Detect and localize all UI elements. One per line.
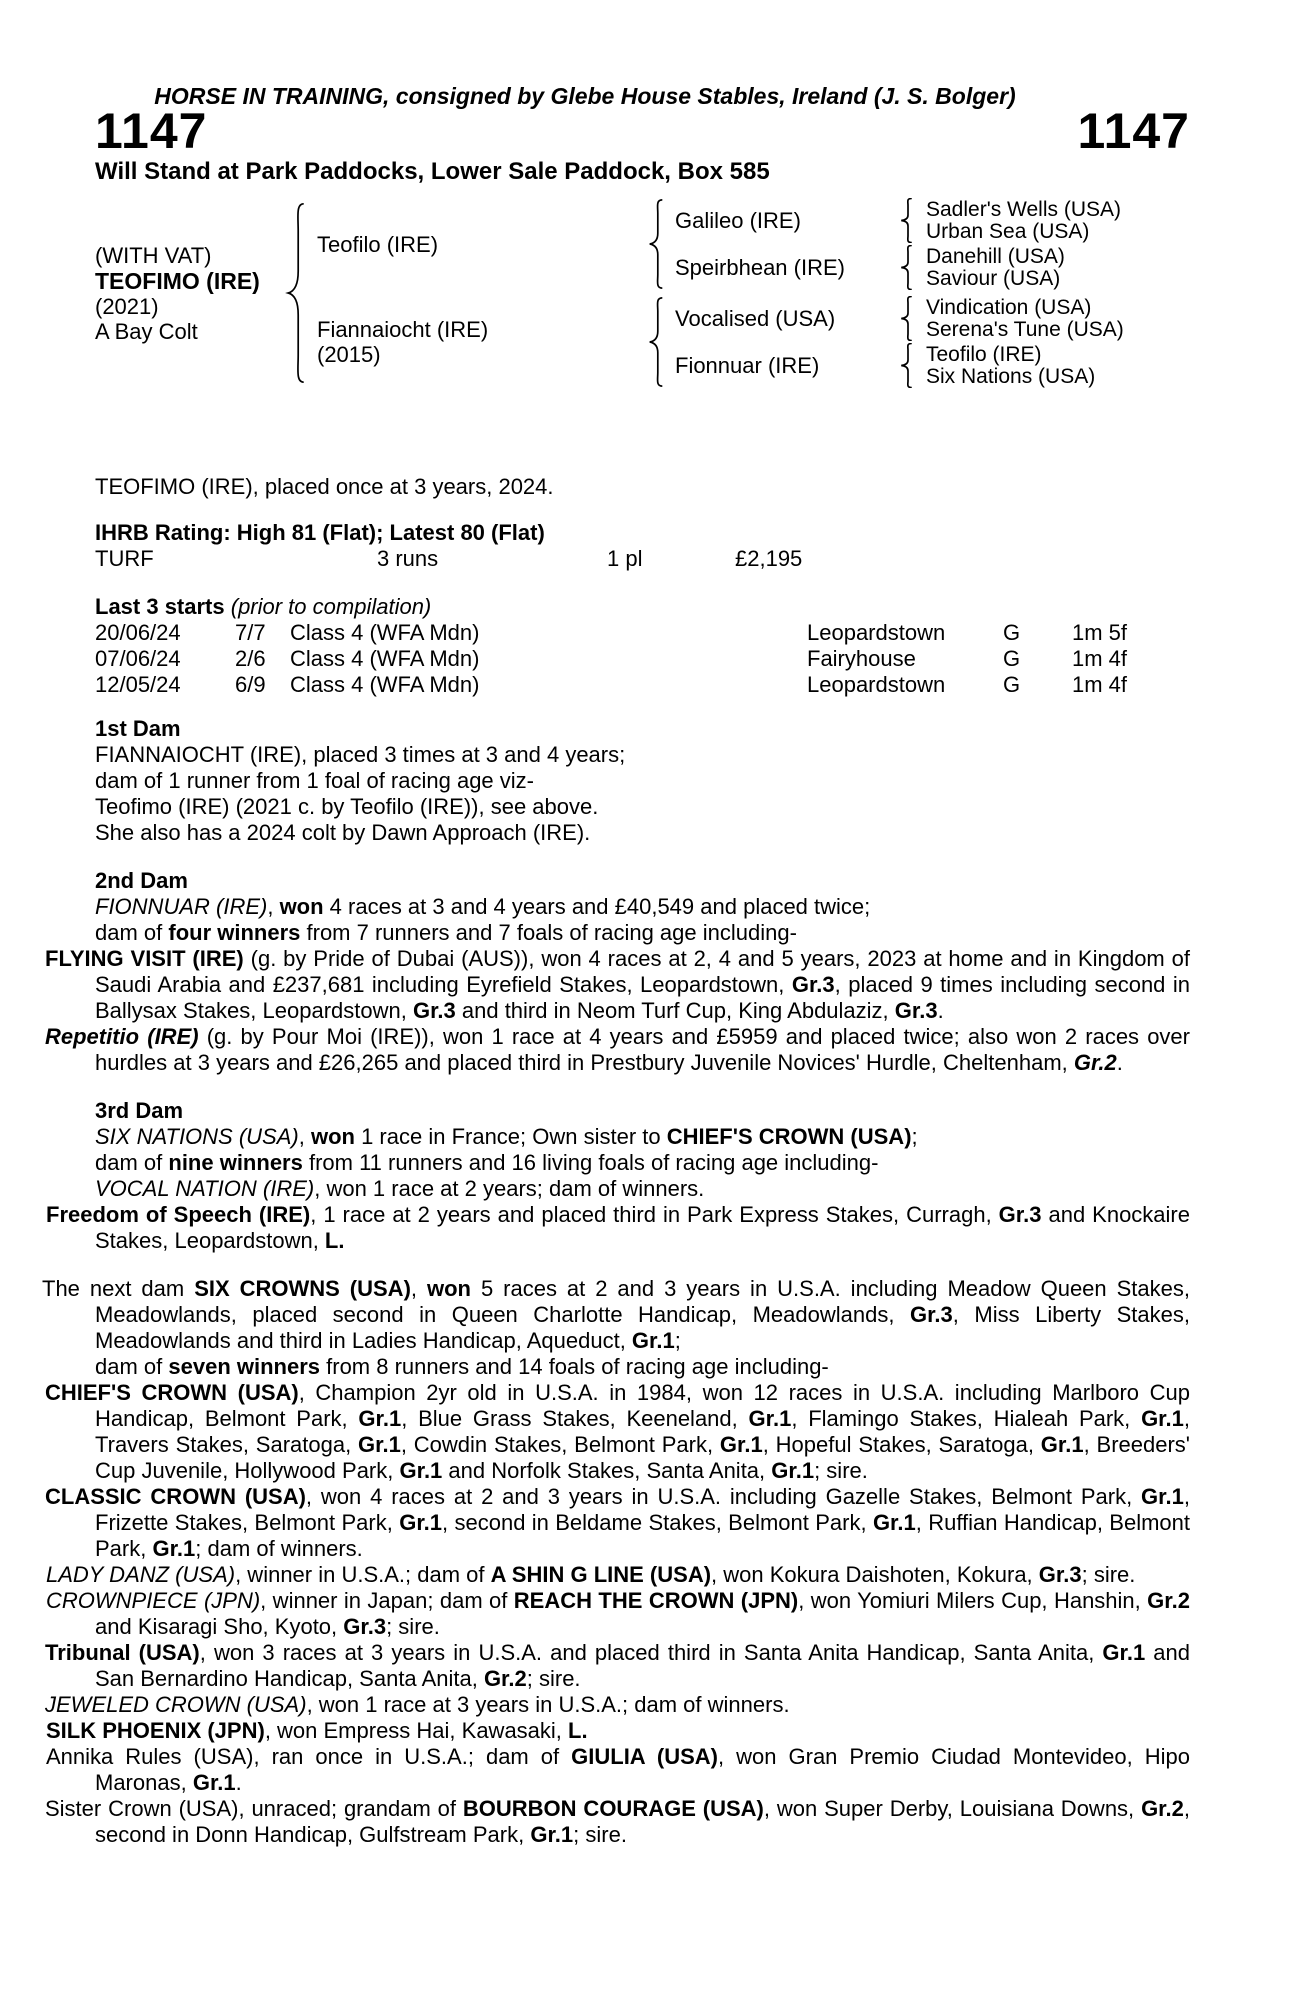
paragraph: FIANNAIOCHT (IRE), placed 3 times at 3 and 4 years; [95,742,626,767]
paragraph: dam of four winners from 7 runners and 7 foals of racing age including- [95,920,797,945]
start-position: 6/9 [235,672,266,697]
granddam-group [665,245,1121,290]
paragraph: dam of 1 runner from 1 foal of racing age viz- [95,768,534,793]
second-dam-section [45,868,1190,1076]
pedigree-parents-column [307,198,1124,388]
lot-number-row [95,103,1190,159]
lot-number-left: 1147 [95,103,208,159]
paragraph: FLYING VISIT (IRE) (g. by Pride of Dubai (AUS)), won 4 races at 2, 4 and 5 years, 2023 at home and in Kingdom of Saudi Arabia and £237,681 including Eyrefield Stakes, Leopardstown, Gr.3, placed 9 times including second in Ballysax Stakes, Leopardstown, Gr.3 and third in Neom Turf Cup, King Abdulaziz, Gr.3. [45,946,1190,1023]
great-grandparent-name: Teofilo (IRE) [926,342,1042,366]
rating-block [95,520,1190,572]
grandparent-brace [899,343,914,388]
paragraph: Sister Crown (USA), unraced; grandam of BOURBON COURAGE (USA), won Super Derby, Louisiana Downs, Gr.2, second in Donn Handicap, Gulfstream Park, Gr.1; sire. [45,1796,1190,1847]
first-dam-heading: 1st Dam [95,716,181,741]
turf-record-row [95,546,1190,572]
horse-year: (2021) [95,293,159,319]
start-race: Class 4 (WFA Mdn) [290,646,480,671]
next-dam-section [42,1276,1191,1848]
paragraph: Freedom of Speech (IRE), 1 race at 2 years and placed third in Park Express Stakes, Curragh, Gr.3 and Knockaire Stakes, Leopardstown, L. [46,1202,1190,1253]
paragraph: JEWELED CROWN (USA), won 1 race at 3 years in U.S.A.; dam of winners. [45,1692,790,1717]
paragraph: FIONNUAR (IRE), won 4 races at 3 and 4 years and £40,549 and placed twice; [95,894,871,919]
start-row [95,672,1190,698]
start-course: Leopardstown [807,620,946,645]
paragraph: CLASSIC CROWN (USA), won 4 races at 2 and 3 years in U.S.A. including Gazelle Stakes, Belmont Park, Gr.1, Frizette Stakes, Belmont Park, Gr.1, second in Beldame Stakes, Belmont Park, Gr.1, Ruffian Handicap, Belmont Park, Gr.1; dam of winners. [45,1484,1191,1561]
dam-brace [647,297,665,387]
pedigree-table [95,198,1190,388]
start-row [95,646,1190,672]
grandparent-name: Fionnuar (IRE) [675,352,820,378]
last-starts-heading [95,594,1190,620]
paragraph: SILK PHOENIX (JPN), won Empress Hai, Kawasaki, L. [46,1718,588,1743]
runs-count: 3 runs [377,546,439,571]
last-starts-title: Last 3 starts [95,594,225,619]
great-grandparent-name: Six Nations (USA) [926,364,1096,388]
start-date: 20/06/24 [95,620,181,645]
great-grandparent-name: Serena's Tune (USA) [926,317,1124,341]
surface-label: TURF [95,546,154,571]
dam-grandparents-column [665,296,1124,388]
paragraph: SIX NATIONS (USA), won 1 race in France; Own sister to CHIEF'S CROWN (USA); [95,1124,918,1149]
start-date: 12/05/24 [95,672,181,697]
lot-number-right: 1147 [1077,103,1190,159]
great-grandparent-name: Saviour (USA) [926,266,1061,290]
placed-count: 1 pl [607,546,643,571]
dam-year: (2015) [317,342,381,367]
sire-brace [647,199,665,289]
paragraph: dam of nine winners from 11 runners and 16 living foals of racing age including- [95,1150,879,1175]
great-grandparent-name: Danehill (USA) [926,244,1065,268]
start-course: Fairyhouse [807,646,916,671]
paragraph: LADY DANZ (USA), winner in U.S.A.; dam of A SHIN G LINE (USA), won Kokura Daishoten, Kokura, Gr.3; sire. [46,1562,1136,1587]
dam-name: Fiannaiocht (IRE) [317,317,489,342]
paragraph: dam of seven winners from 8 runners and 14 foals of racing age including- [95,1354,829,1379]
start-distance: 1m 4f [1072,672,1128,697]
first-dam-section [95,716,1190,846]
horse-name: TEOFIMO (IRE) [95,267,260,294]
great-grandparents [914,199,1121,243]
start-race: Class 4 (WFA Mdn) [290,620,480,645]
last-starts-subtitle: (prior to compilation) [224,594,432,619]
great-grandparent-name: Sadler's Wells (USA) [926,197,1121,221]
granddam-group [665,343,1124,388]
last-starts-section [95,594,1190,698]
pedigree-horse-info [95,243,285,344]
start-row [95,620,1190,646]
grandparent-brace [899,296,914,341]
grandparent-brace [899,198,914,243]
start-course: Leopardstown [807,672,946,697]
horse-description: A Bay Colt [95,318,198,344]
start-going: G [1003,620,1021,645]
paragraph: Repetitio (IRE) (g. by Pour Moi (IRE)), won 1 race at 4 years and £5959 and placed twice; also won 2 races over hurdles at 3 years and £26,265 and placed third in Prestbury Juvenile Novices' Hurdle, Cheltenham, Gr.2. [45,1024,1190,1075]
rating-line: IHRB Rating: High 81 (Flat); Latest 80 (Flat) [95,520,545,545]
paragraph: The next dam SIX CROWNS (USA), won 5 races at 2 and 3 years in U.S.A. including Meadow Queen Stakes, Meadowlands, placed second in Queen Charlotte Handicap, Meadowlands, Gr.3, Miss Liberty Stakes, Meadowlands and third in Ladies Handicap, Aqueduct, Gr.1; [42,1276,1190,1353]
great-grandparents [914,344,1095,388]
start-distance: 1m 4f [1072,646,1128,671]
great-grandparents [914,246,1065,290]
paragraph: She also has a 2024 colt by Dawn Approach (IRE). [95,820,591,845]
vat-note: (WITH VAT) [95,242,212,268]
start-date: 07/06/24 [95,646,181,671]
dam-name-cell [307,317,647,367]
sire-grandparents-column [665,198,1121,290]
start-going: G [1003,672,1021,697]
paragraph: Teofimo (IRE) (2021 c. by Teofilo (IRE)), see above. [95,794,599,819]
paragraph: Annika Rules (USA), ran once in U.S.A.; dam of GIULIA (USA), won Gran Premio Ciudad Montevideo, Hipo Maronas, Gr.1. [46,1744,1190,1795]
paragraph: CROWNPIECE (JPN), winner in Japan; dam of REACH THE CROWN (JPN), won Yomiuri Milers Cup, Hanshin, Gr.2 and Kisaragi Sho, Kyoto, Gr.3; sire. [46,1588,1190,1639]
third-dam-section [46,1098,1190,1254]
pedigree-sire-group [307,198,1124,290]
great-grandparent-name: Vindication (USA) [926,295,1092,319]
paragraph: Tribunal (USA), won 3 races at 3 years in U.S.A. and placed third in Santa Anita Handicap, Santa Anita, Gr.1 and San Bernardino Handicap, Santa Anita, Gr.2; sire. [45,1640,1191,1691]
pedigree-root-brace [285,202,307,384]
grandparent-name: Speirbhean (IRE) [675,254,845,280]
great-grandparents [914,297,1124,341]
pedigree-dam-group [307,296,1124,388]
sire-name-cell [307,232,647,257]
paragraph: VOCAL NATION (IRE), won 1 race at 2 years; dam of winners. [95,1176,705,1201]
start-distance: 1m 5f [1072,620,1128,645]
second-dam-heading: 2nd Dam [95,868,188,893]
consignment-line: HORSE IN TRAINING, consigned by Glebe House Stables, Ireland (J. S. Bolger) [154,83,1016,109]
sire-name: Teofilo (IRE) [317,231,439,257]
grandsire-group [665,296,1124,341]
paragraph: CHIEF'S CROWN (USA), Champion 2yr old in U.S.A. in 1984, won 12 races in U.S.A. including Marlboro Cup Handicap, Belmont Park, Gr.1, Blue Grass Stakes, Keeneland, Gr.1, Flamingo Stakes, Hialeah Park, Gr.1, Travers Stakes, Saratoga, Gr.1, Cowdin Stakes, Belmont Park, Gr.1, Hopeful Stakes, Saratoga, Gr.1, Breeders' Cup Juvenile, Hollywood Park, Gr.1 and Norfolk Stakes, Santa Anita, Gr.1; sire. [45,1380,1190,1483]
earnings-value: £2,195 [735,546,803,571]
start-position: 7/7 [235,620,266,645]
grandparent-brace [899,245,914,290]
grandparent-name: Vocalised (USA) [675,305,836,331]
start-race: Class 4 (WFA Mdn) [290,672,480,697]
start-going: G [1003,646,1021,671]
race-record-summary: TEOFIMO (IRE), placed once at 3 years, 2024. [95,474,554,499]
great-grandparent-name: Urban Sea (USA) [926,219,1090,243]
grandsire-group [665,198,1121,243]
grandparent-name: Galileo (IRE) [675,207,801,233]
start-position: 2/6 [235,646,266,671]
stand-location-line: Will Stand at Park Paddocks, Lower Sale Paddock, Box 585 [95,158,770,185]
third-dam-heading: 3rd Dam [95,1098,184,1123]
